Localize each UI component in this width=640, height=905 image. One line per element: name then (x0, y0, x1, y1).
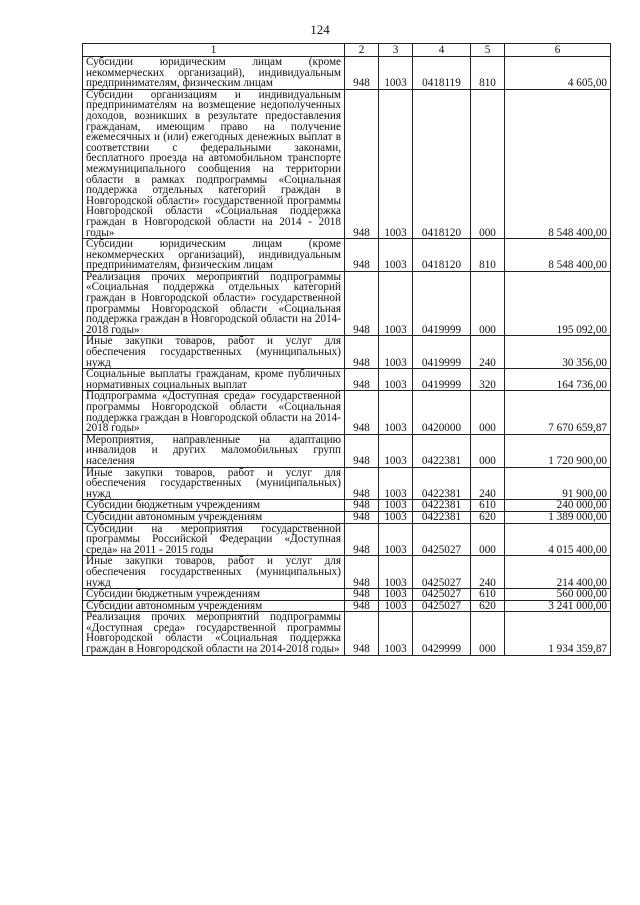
row-ministry-cell: 948 (345, 239, 379, 272)
table-row (83, 511, 611, 523)
row-name-cell: Субсидии бюджетным учреждениям (83, 589, 345, 601)
row-amount-cell: 3 241 000,00 (505, 600, 611, 612)
row-amount-cell: 240 000,00 (505, 500, 611, 512)
row-section-cell: 1003 (379, 511, 413, 523)
row-type-cell: 610 (471, 500, 505, 512)
row-name-cell: Реализация прочих мероприятий подпрограммы «Социальная поддержка отдельных категорий граждан в Новгородской области» государственной программы Новгородской области «Социальная поддержка граждан в Новгородской области на 2014-2018 годы» (83, 271, 345, 336)
row-section-cell: 1003 (379, 600, 413, 612)
header-col-6: 6 (505, 44, 611, 57)
table-row (83, 600, 611, 612)
row-amount-cell: 1 934 359,87 (505, 612, 611, 655)
table-row (83, 391, 611, 434)
row-name-cell: Субсидии организациям и индивидуальным предпринимателям на возмещение недополученных доходов, возникших в результате предоставления гражданам, имеющим право на получение ежемесячных и (или) ежегодных денежных выплат в соответствии с федеральными законами, бесплатного проезда на автомобильном транспорте межмуниципального сообщения на территории области в рамках подпрограммы «Социальная поддержка отдельных категорий граждан в Новгородской области» государственной программы Новгородской области «Социальная поддержка граждан в Новгородской области на 2014 - 2018 годы» (83, 89, 345, 238)
row-ministry-cell: 948 (345, 391, 379, 434)
row-type-cell: 240 (471, 556, 505, 589)
table-row (83, 89, 611, 238)
header-col-5: 5 (471, 44, 505, 57)
header-col-4: 4 (413, 44, 471, 57)
row-target-cell: 0425027 (413, 523, 471, 556)
row-section-cell: 1003 (379, 239, 413, 272)
table-row (83, 369, 611, 391)
row-amount-cell: 4 605,00 (505, 57, 611, 90)
row-ministry-cell: 948 (345, 57, 379, 90)
row-type-cell: 000 (471, 612, 505, 655)
row-section-cell: 1003 (379, 369, 413, 391)
table-row (83, 239, 611, 272)
row-ministry-cell: 948 (345, 612, 379, 655)
row-section-cell: 1003 (379, 57, 413, 90)
row-amount-cell: 214 400,00 (505, 556, 611, 589)
row-ministry-cell: 948 (345, 556, 379, 589)
row-target-cell: 0418119 (413, 57, 471, 90)
row-target-cell: 0422381 (413, 500, 471, 512)
row-type-cell: 810 (471, 239, 505, 272)
row-amount-cell: 1 720 900,00 (505, 434, 611, 467)
header-row (83, 44, 611, 57)
row-ministry-cell: 948 (345, 369, 379, 391)
row-target-cell: 0419999 (413, 336, 471, 369)
row-section-cell: 1003 (379, 336, 413, 369)
header-col-3: 3 (379, 44, 413, 57)
row-ministry-cell: 948 (345, 500, 379, 512)
row-target-cell: 0429999 (413, 612, 471, 655)
row-type-cell: 610 (471, 589, 505, 601)
row-target-cell: 0422381 (413, 511, 471, 523)
row-type-cell: 000 (471, 271, 505, 336)
row-amount-cell: 8 548 400,00 (505, 239, 611, 272)
row-section-cell: 1003 (379, 556, 413, 589)
row-amount-cell: 4 015 400,00 (505, 523, 611, 556)
row-target-cell: 0425027 (413, 589, 471, 601)
row-section-cell: 1003 (379, 271, 413, 336)
row-type-cell: 240 (471, 467, 505, 500)
row-name-cell: Субсидии на мероприятия государственной программы Российской Федерации «Доступная среда» на 2011 - 2015 годы (83, 523, 345, 556)
table-row (83, 467, 611, 500)
row-name-cell: Подпрограмма «Доступная среда» государственной программы Новгородской области «Социальная поддержка граждан в Новгородской области на 2014-2018 годы» (83, 391, 345, 434)
row-ministry-cell: 948 (345, 600, 379, 612)
row-target-cell: 0418120 (413, 89, 471, 238)
row-ministry-cell: 948 (345, 336, 379, 369)
row-ministry-cell: 948 (345, 589, 379, 601)
row-ministry-cell: 948 (345, 467, 379, 500)
budget-table (82, 43, 611, 656)
row-section-cell: 1003 (379, 500, 413, 512)
row-amount-cell: 195 092,00 (505, 271, 611, 336)
row-type-cell: 000 (471, 391, 505, 434)
table-row (83, 500, 611, 512)
row-amount-cell: 8 548 400,00 (505, 89, 611, 238)
row-section-cell: 1003 (379, 467, 413, 500)
table-row (83, 612, 611, 655)
row-type-cell: 620 (471, 511, 505, 523)
row-name-cell: Субсидии юридическим лицам (кроме некоммерческих организаций), индивидуальным предпринимателям, физическим лицам (83, 57, 345, 90)
row-name-cell: Мероприятия, направленные на адаптацию инвалидов и других маломобильных групп населения (83, 434, 345, 467)
row-target-cell: 0420000 (413, 391, 471, 434)
row-target-cell: 0422381 (413, 467, 471, 500)
table-row (83, 434, 611, 467)
row-ministry-cell: 948 (345, 89, 379, 238)
header-col-2: 2 (345, 44, 379, 57)
row-name-cell: Субсидии бюджетным учреждениям (83, 500, 345, 512)
row-name-cell: Иные закупки товаров, работ и услуг для обеспечения государственных (муниципальных) нужд (83, 556, 345, 589)
row-target-cell: 0425027 (413, 556, 471, 589)
row-name-cell: Иные закупки товаров, работ и услуг для обеспечения государственных (муниципальных) нужд (83, 467, 345, 500)
row-name-cell: Иные закупки товаров, работ и услуг для обеспечения государственных (муниципальных) нужд (83, 336, 345, 369)
row-amount-cell: 560 000,00 (505, 589, 611, 601)
row-section-cell: 1003 (379, 523, 413, 556)
table-row (83, 589, 611, 601)
table-row (83, 556, 611, 589)
row-ministry-cell: 948 (345, 523, 379, 556)
row-section-cell: 1003 (379, 391, 413, 434)
row-type-cell: 620 (471, 600, 505, 612)
row-amount-cell: 164 736,00 (505, 369, 611, 391)
row-section-cell: 1003 (379, 612, 413, 655)
row-section-cell: 1003 (379, 89, 413, 238)
row-amount-cell: 30 356,00 (505, 336, 611, 369)
row-name-cell: Субсидии юридическим лицам (кроме некоммерческих организаций), индивидуальным предпринимателям, физическим лицам (83, 239, 345, 272)
row-type-cell: 810 (471, 57, 505, 90)
row-target-cell: 0419999 (413, 369, 471, 391)
row-amount-cell: 7 670 659,87 (505, 391, 611, 434)
row-target-cell: 0425027 (413, 600, 471, 612)
row-target-cell: 0422381 (413, 434, 471, 467)
row-target-cell: 0419999 (413, 271, 471, 336)
table-row (83, 271, 611, 336)
row-type-cell: 000 (471, 89, 505, 238)
row-section-cell: 1003 (379, 589, 413, 601)
row-amount-cell: 1 389 000,00 (505, 511, 611, 523)
row-type-cell: 000 (471, 434, 505, 467)
row-name-cell: Социальные выплаты гражданам, кроме публичных нормативных социальных выплат (83, 369, 345, 391)
table-row (83, 57, 611, 90)
table-row (83, 523, 611, 556)
row-ministry-cell: 948 (345, 434, 379, 467)
row-section-cell: 1003 (379, 434, 413, 467)
row-ministry-cell: 948 (345, 511, 379, 523)
row-name-cell: Субсидии автономным учреждениям (83, 600, 345, 612)
table-row (83, 336, 611, 369)
row-name-cell: Субсидии автономным учреждениям (83, 511, 345, 523)
row-name-cell: Реализация прочих мероприятий подпрограммы «Доступная среда» государственной программы Новгородской области «Социальная поддержка граждан в Новгородской области на 2014-2018 годы» (83, 612, 345, 655)
row-type-cell: 240 (471, 336, 505, 369)
row-ministry-cell: 948 (345, 271, 379, 336)
row-amount-cell: 91 900,00 (505, 467, 611, 500)
row-target-cell: 0418120 (413, 239, 471, 272)
row-type-cell: 000 (471, 523, 505, 556)
row-type-cell: 320 (471, 369, 505, 391)
header-col-1: 1 (83, 44, 345, 57)
page-number: 124 (310, 22, 330, 37)
